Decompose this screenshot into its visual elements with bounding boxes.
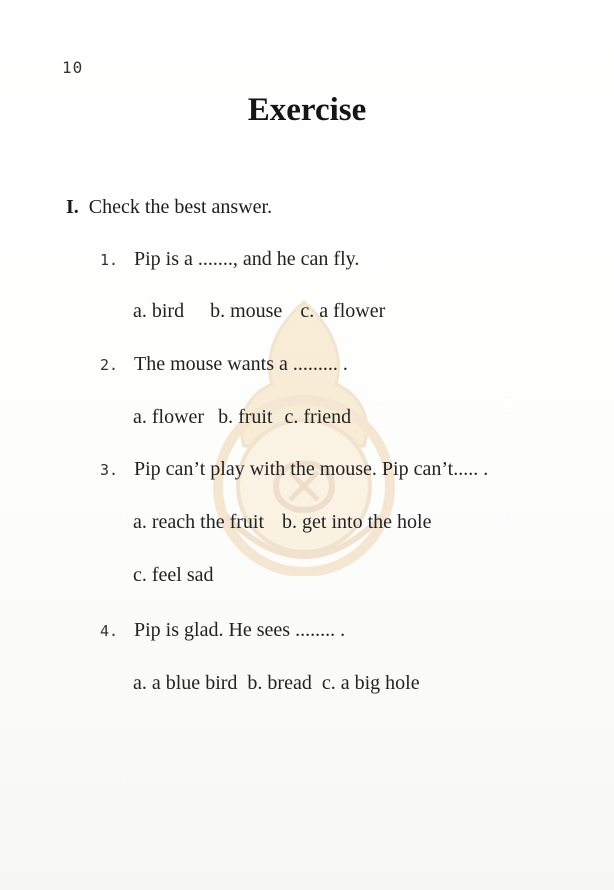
- question-text: Pip is glad. He sees ........ .: [134, 619, 346, 641]
- option[interactable]: a. reach the fruit: [133, 511, 265, 533]
- question-4-options: [133, 672, 420, 695]
- option[interactable]: c. feel sad: [133, 564, 214, 586]
- question-4: [100, 619, 345, 642]
- option[interactable]: b. fruit: [218, 406, 273, 428]
- question-3-options-line-1: [133, 511, 431, 534]
- option[interactable]: c. a big hole: [321, 672, 420, 694]
- section-instruction: Check the best answer.: [88, 196, 273, 218]
- option[interactable]: a. a blue bird: [133, 672, 238, 694]
- option[interactable]: c. a flower: [300, 300, 386, 322]
- question-text: Pip can’t play with the mouse. Pip can’t..... .: [134, 458, 489, 480]
- option[interactable]: a. bird: [133, 300, 185, 322]
- option[interactable]: b. get into the hole: [282, 511, 432, 533]
- question-number: 2.: [100, 356, 119, 374]
- page-number: 10: [62, 58, 84, 77]
- section-number: I.: [66, 196, 79, 218]
- question-3: [100, 458, 488, 481]
- question-text: The mouse wants a ......... .: [134, 353, 348, 375]
- question-2-options: [133, 406, 351, 429]
- question-3-options-line-2: [133, 564, 214, 587]
- question-1-options: [133, 300, 385, 323]
- question-number: 1.: [100, 251, 119, 269]
- option[interactable]: c. friend: [284, 406, 352, 428]
- question-text: Pip is a ......., and he can fly.: [134, 248, 360, 270]
- institutional-seal-icon: [206, 296, 402, 576]
- question-1: [100, 248, 359, 271]
- option[interactable]: a. flower: [133, 406, 205, 428]
- option[interactable]: b. bread: [247, 672, 312, 694]
- question-number: 4.: [100, 622, 119, 640]
- page-title: Exercise: [247, 92, 367, 128]
- question-2: [100, 353, 348, 376]
- option[interactable]: b. mouse: [210, 300, 283, 322]
- section-heading: [66, 196, 272, 219]
- question-number: 3.: [100, 461, 119, 479]
